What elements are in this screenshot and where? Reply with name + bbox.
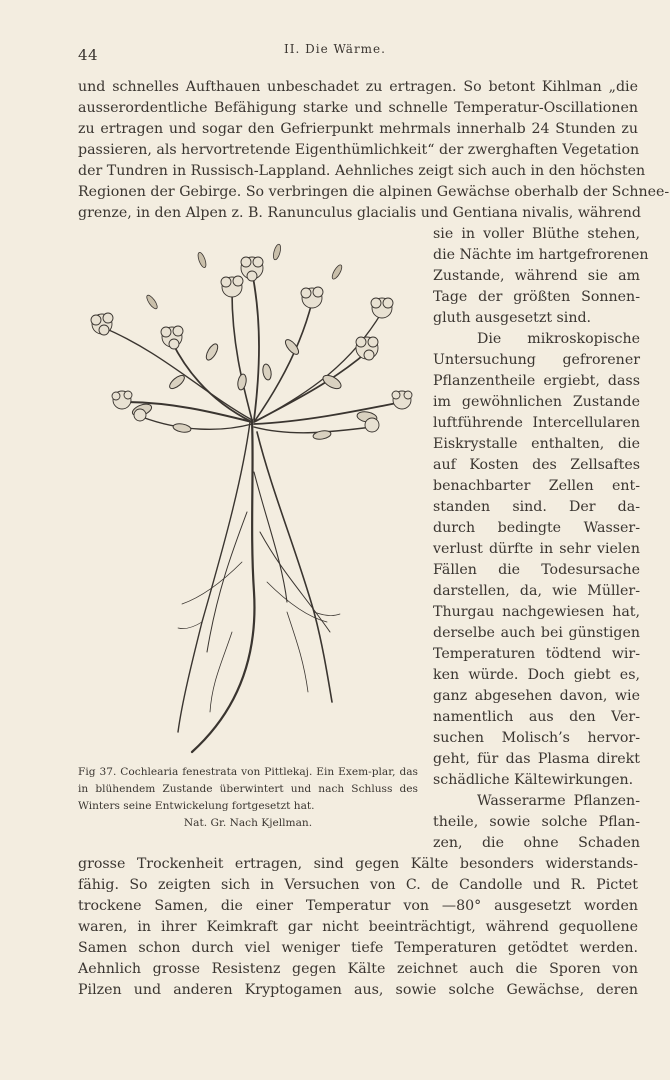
running-head: II. Die Wärme. <box>284 42 386 56</box>
side-line: im gewöhnlichen Zustande <box>433 394 640 410</box>
figure-caption <box>78 764 418 832</box>
body-line: passieren, als hervortretende Eigenthümlichkeit“ der zwerghaften Vegetation <box>78 142 640 158</box>
side-line: Tage der größten Sonnen- <box>433 289 640 305</box>
side-line: die Nächte im hartgefrorenen <box>433 247 649 263</box>
side-line: namentlich aus den Ver- <box>433 709 640 725</box>
body-line: ausserordentliche Befähigung starke und schnelle Temperatur-Oscillationen <box>78 100 638 116</box>
side-line: durch bedingte Wasser- <box>433 520 640 536</box>
side-line: Thurgau nachgewiesen hat, <box>433 604 640 620</box>
side-line: auf Kosten des Zellsaftes <box>433 457 640 473</box>
side-line: Fällen die Todesursache <box>433 562 640 578</box>
side-line: darstellen, da, wie Müller- <box>433 583 640 599</box>
side-line: gluth ausgesetzt sind. <box>433 310 592 326</box>
side-line: geht, für das Plasma direkt <box>433 751 640 767</box>
side-line: Zustande, während sie am <box>433 268 640 284</box>
side-line: ganz abgesehen davon, wie <box>433 688 640 704</box>
body-line: und schnelles Aufthauen unbeschadet zu ertragen. So betont Kihlman „die <box>78 79 638 95</box>
side-line: theile, sowie solche Pflan- <box>433 814 640 830</box>
side-line: Untersuchung gefrorener <box>433 352 640 368</box>
body-line: trockene Samen, die einer Temperatur von —80° ausgesetzt worden <box>78 898 638 914</box>
body-line: Samen schon durch viel weniger tiefe Temperaturen getödtet werden. <box>78 940 638 956</box>
body-line: Regionen der Gebirge. So verbringen die alpinen Gewächse oberhalb der Schnee- <box>78 184 670 200</box>
side-line: suchen Molisch’s hervor- <box>433 730 640 746</box>
side-line: verlust dürfte in sehr vielen <box>433 541 640 557</box>
side-line: Eiskrystalle enthalten, die <box>433 436 640 452</box>
side-line: zen, die ohne Schaden <box>433 835 640 851</box>
body-line: grenze, in den Alpen z. B. Ranunculus glacialis und Gentiana nivalis, während <box>78 205 641 221</box>
caption-text: Fig 37. Cochlearia fenestrata von Pittlekaj. Ein Exem-plar, das in blühendem Zustande überwintert und nach Schluss des Winters seine Entwickelung fortgesetzt hat. <box>78 766 418 812</box>
side-line: Temperaturen tödtend wir- <box>433 646 640 662</box>
body-line: fähig. So zeigten sich in Versuchen von C. de Candolle und R. Pictet <box>78 877 638 893</box>
side-line: ken würde. Doch giebt es, <box>433 667 640 683</box>
side-line: Pflanzentheile ergiebt, dass <box>433 373 640 389</box>
body-line: Aehnlich grosse Resistenz gegen Kälte zeichnet auch die Sporen von <box>78 961 638 977</box>
body-line: grosse Trockenheit ertragen, sind gegen Kälte besonders widerstands- <box>78 856 638 872</box>
body-line: Pilzen und anderen Kryptogamen aus, sowie solche Gewächse, deren <box>78 982 638 998</box>
side-line: Die mikroskopische <box>477 331 640 347</box>
side-line: sie in voller Blüthe stehen, <box>433 226 640 242</box>
side-line: benachbarter Zellen ent- <box>433 478 640 494</box>
side-line: schädliche Kältewirkungen. <box>433 772 634 788</box>
side-line: luftführende Intercellularen <box>433 415 640 431</box>
side-line: derselbe auch bei günstigen <box>433 625 640 641</box>
page-number: 44 <box>78 46 99 64</box>
side-line: Wasserarme Pflanzen- <box>477 793 640 809</box>
body-line: waren, in ihrer Keimkraft gar nicht beeinträchtigt, während gequollene <box>78 919 638 935</box>
body-line: der Tundren in Russisch-Lappland. Aehnliches zeigt sich auch in den höchsten <box>78 163 646 179</box>
caption-credit: Nat. Gr. Nach Kjellman. <box>183 817 313 829</box>
body-line: zu ertragen und sogar den Gefrierpunkt mehrmals innerhalb 24 Stunden zu <box>78 121 638 137</box>
plant-illustration <box>82 232 422 762</box>
side-line: standen sind. Der da- <box>433 499 640 515</box>
